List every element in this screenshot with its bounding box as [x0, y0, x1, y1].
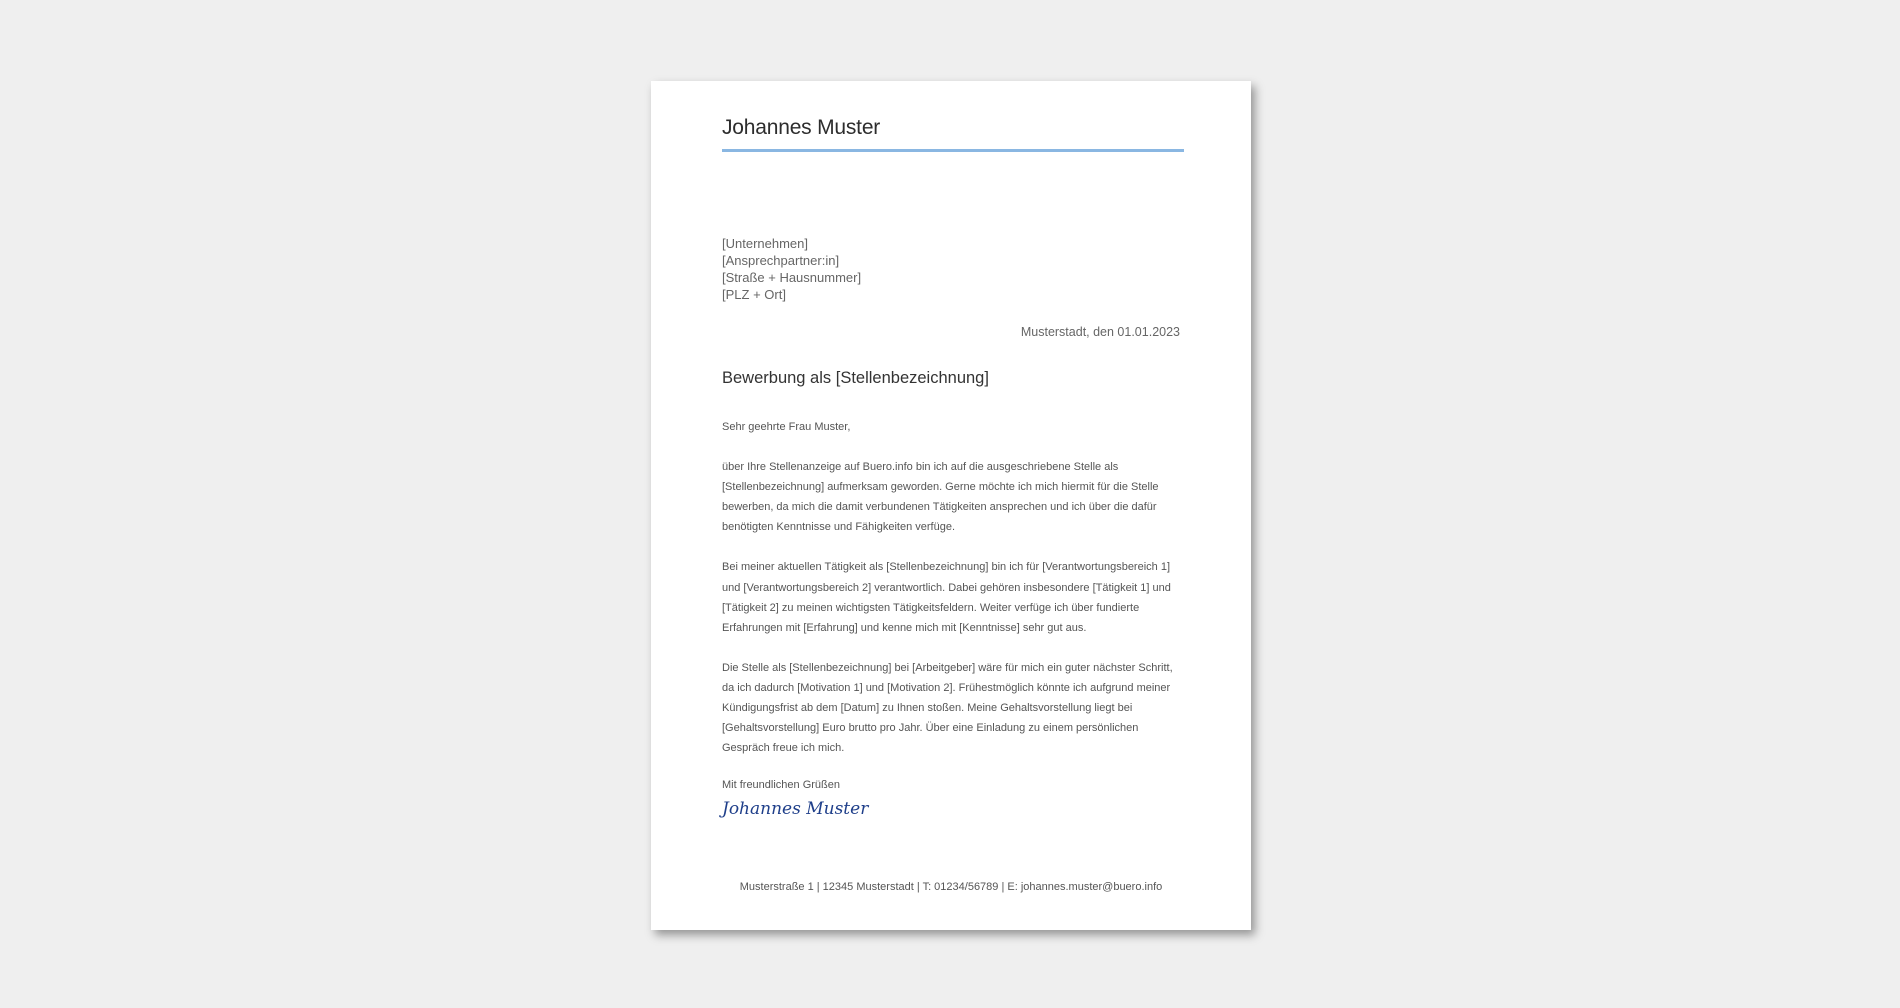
letter-date: Musterstadt, den 01.01.2023 [1020, 325, 1180, 339]
signature: Johannes Muster [722, 799, 869, 819]
body-paragraph-1: über Ihre Stellenanzeige auf Buero.info bin ich auf die ausgeschriebene Stelle als [Stellenbezeichnung] aufmerksam geworden. Gerne möchte ich mich hiermit für die Stelle bewerben, da mich die damit verbundenen Tätigkeiten ansprechen und ich über die dafür benötigten Kenntnisse und Fähigkeiten verfüge. [722, 461, 1159, 534]
sender-name: Johannes Muster [722, 116, 881, 139]
recipient-street: [Straße + Hausnummer] [722, 270, 862, 285]
letter-body [722, 417, 1184, 778]
recipient-city: [PLZ + Ort] [722, 287, 786, 302]
recipient-company: [Unternehmen] [722, 236, 808, 251]
closing: Mit freundlichen Grüßen [722, 779, 840, 791]
body-paragraph-3: Die Stelle als [Stellenbezeichnung] bei [Arbeitgeber] wäre für mich ein guter nächster Schritt, da ich dadurch [Motivation 1] und [Motivation 2]. Frühestmöglich könnte ich aufgrund meiner Kündigungsfrist ab dem [Datum] zu Ihnen stoßen. Meine Gehaltsvorstellung liegt bei [Gehaltsvorstellung] Euro brutto pro Jahr. Über eine Einladung zu einem persönlichen Gespräch freue ich mich. [722, 661, 1173, 755]
body-paragraph-2: Bei meiner aktuellen Tätigkeit als [Stellenbezeichnung] bin ich für [Verantwortungsbereich 1] und [Verantwortungsbereich 2] verantwortlich. Dabei gehören insbesondere [Tätigkeit 1] und [Tätigkeit 2] zu meinen wichtigsten Tätigkeitsfeldern. Weiter verfüge ich über fundierte Erfahrungen mit [Erfahrung] und kenne mich mit [Kenntnisse] sehr gut aus. [722, 561, 1171, 634]
header-divider [722, 149, 1184, 152]
footer-contact: Musterstraße 1 | 12345 Musterstadt | T: 01234/56789 | E: johannes.muster@buero.info [739, 881, 1163, 893]
letter-page [651, 81, 1251, 930]
salutation: Sehr geehrte Frau Muster, [722, 421, 851, 433]
recipient-address [722, 235, 1184, 303]
letter-subject: Bewerbung als [Stellenbezeichnung] [722, 369, 989, 387]
recipient-contact: [Ansprechpartner:in] [722, 253, 840, 268]
